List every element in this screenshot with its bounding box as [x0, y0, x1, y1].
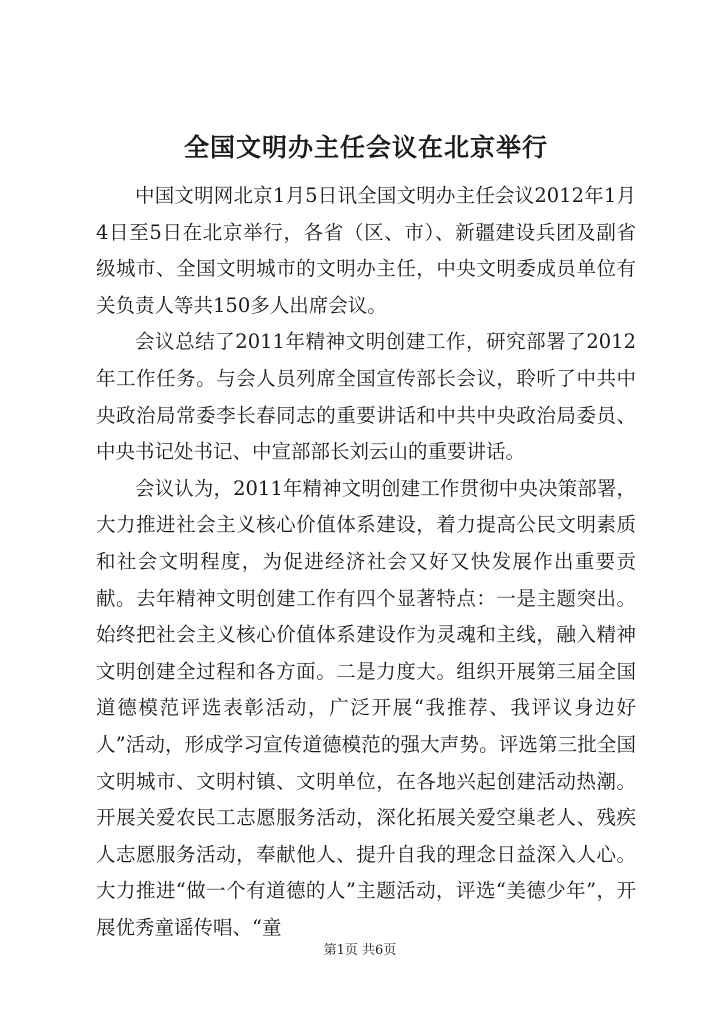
document-page	[96, 128, 636, 946]
paragraph-3: 会议认为，2011年精神文明创建工作贯彻中央决策部署，大力推进社会主义核心价值体系建设，着力提高公民文明素质和社会文明程度，为促进经济社会又好又快发展作出重要贡献。去年精神文明创建工作有四个显著特点：一是主题突出。始终把社会主义核心价值体系建设作为灵魂和主线，融入精神文明创建全过程和各方面。二是力度大。组织开展第三届全国道德模范评选表彰活动，广泛开展“我推荐、我评议身边好人”活动，形成学习宣传道德模范的强大声势。评选第三批全国文明城市、文明村镇、文明单位，在各地兴起创建活动热潮。开展关爱农民工志愿服务活动，深化拓展关爱空巢老人、残疾人志愿服务活动，奉献他人、提升自我的理念日益深入人心。大力推进“做一个有道德的人”主题活动，评选“美德少年”，开展优秀童谣传唱、“童	[96, 476, 636, 939]
paragraph-1: 中国文明网北京1月5日讯全国文明办主任会议2012年1月4日至5日在北京举行，各省（区、市）、新疆建设兵团及副省级城市、全国文明城市的文明办主任，中央文明委成员单位有关负责人等共150多人出席会议。	[96, 184, 636, 317]
paragraph-2: 会议总结了2011年精神文明创建工作，研究部署了2012年工作任务。与会人员列席全国宣传部长会议，聆听了中共中央政治局常委李长春同志的重要讲话和中共中央政治局委员、中央书记处书记、中宣部部长刘云山的重要讲话。	[96, 330, 636, 464]
page-footer: 第1页 共6页	[323, 943, 397, 958]
document-title: 全国文明办主任会议在北京举行	[183, 133, 548, 162]
